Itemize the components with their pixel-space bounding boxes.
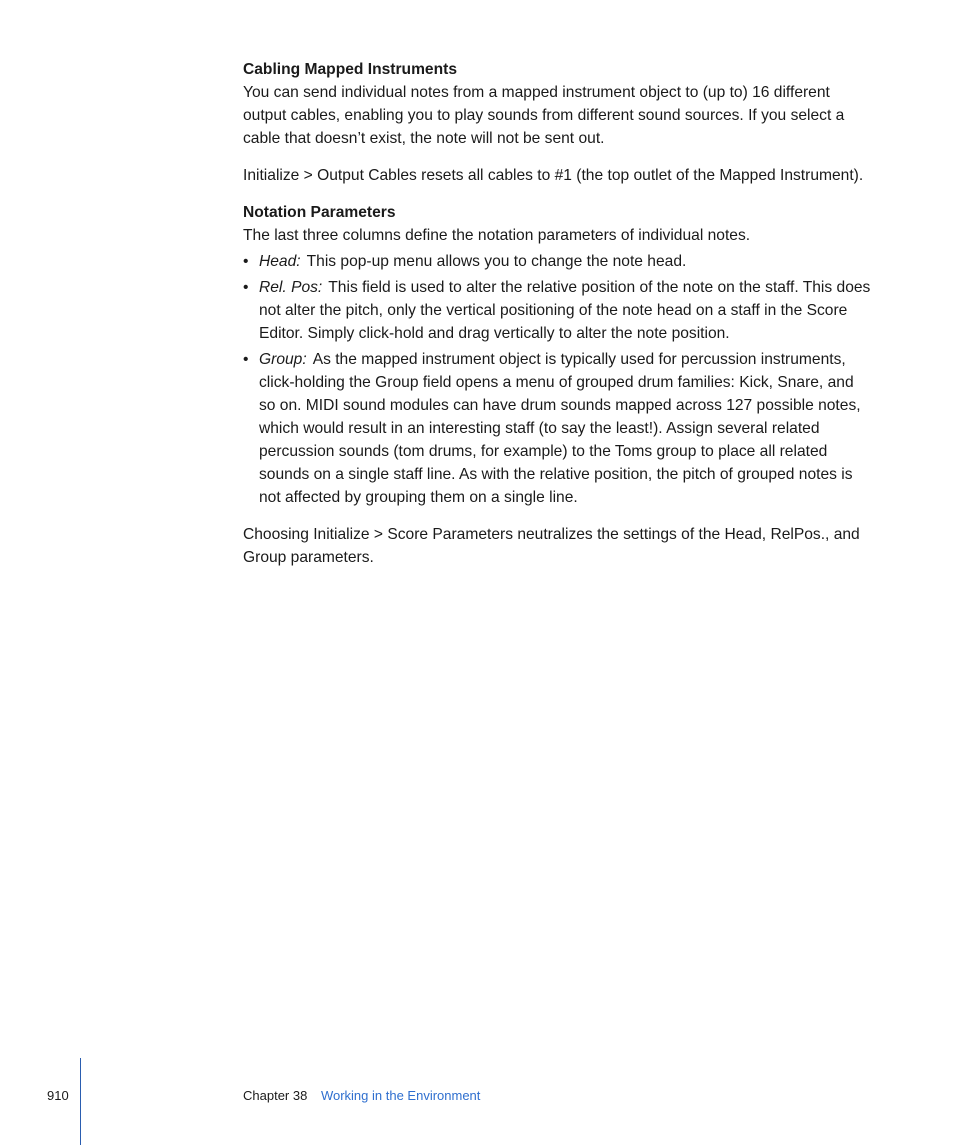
bullet-icon: •	[243, 279, 249, 296]
chapter-label: Chapter 38	[243, 1088, 308, 1103]
page-number: 910	[47, 1088, 69, 1103]
list-item-group	[243, 348, 873, 509]
footer-divider	[80, 1058, 81, 1145]
bullet-icon: •	[243, 351, 249, 368]
description-head: This pop-up menu allows you to change the note head.	[306, 253, 687, 270]
list-item-head	[243, 250, 873, 273]
paragraph-output-cables-reset: Initialize > Output Cables resets all cables to #1 (the top outlet of the Mapped Instrument).	[243, 167, 864, 184]
section-heading-notation: Notation Parameters	[243, 204, 396, 221]
bullet-icon: •	[243, 253, 249, 270]
page-body	[243, 58, 873, 583]
paragraph-cabling-description: You can send individual notes from a mapped instrument object to (up to) 16 different output cables, enabling you to play sounds from different sound sources. If you select a cable that doesn’t exist, the note will not be sent out.	[243, 84, 845, 147]
notation-parameter-list	[243, 250, 873, 509]
paragraph-score-parameters: Choosing Initialize > Score Parameters neutralizes the settings of the Head, RelPos., and Group parameters.	[243, 526, 860, 566]
footer-chapter	[243, 1088, 480, 1103]
chapter-title-link[interactable]: Working in the Environment	[320, 1088, 481, 1103]
list-item-rel-pos	[243, 276, 873, 345]
description-rel-pos: This field is used to alter the relative position of the note on the staff. This does not alter the pitch, only the vertical positioning of the note head on a staff in the Score Editor. Simply click-hold and drag vertically to alter the note position.	[259, 279, 871, 342]
paragraph-notation-intro: The last three columns define the notation parameters of individual notes.	[243, 227, 751, 244]
term-group: Group:	[259, 351, 307, 368]
term-rel-pos: Rel. Pos:	[259, 279, 323, 296]
description-group: As the mapped instrument object is typically used for percussion instruments, click-holding the Group field opens a menu of grouped drum families: Kick, Snare, and so on. MIDI sound modules can have drum sounds mapped across 127 possible notes, which would result in an interesting staff (to say the least!). Assign several related percussion sounds (tom drums, for example) to the Toms group to place all related sounds on a single staff line. As with the relative position, the pitch of grouped notes is not affected by grouping them on a single line.	[259, 351, 861, 506]
term-head: Head:	[259, 253, 301, 270]
section-heading-cabling: Cabling Mapped Instruments	[243, 61, 457, 78]
